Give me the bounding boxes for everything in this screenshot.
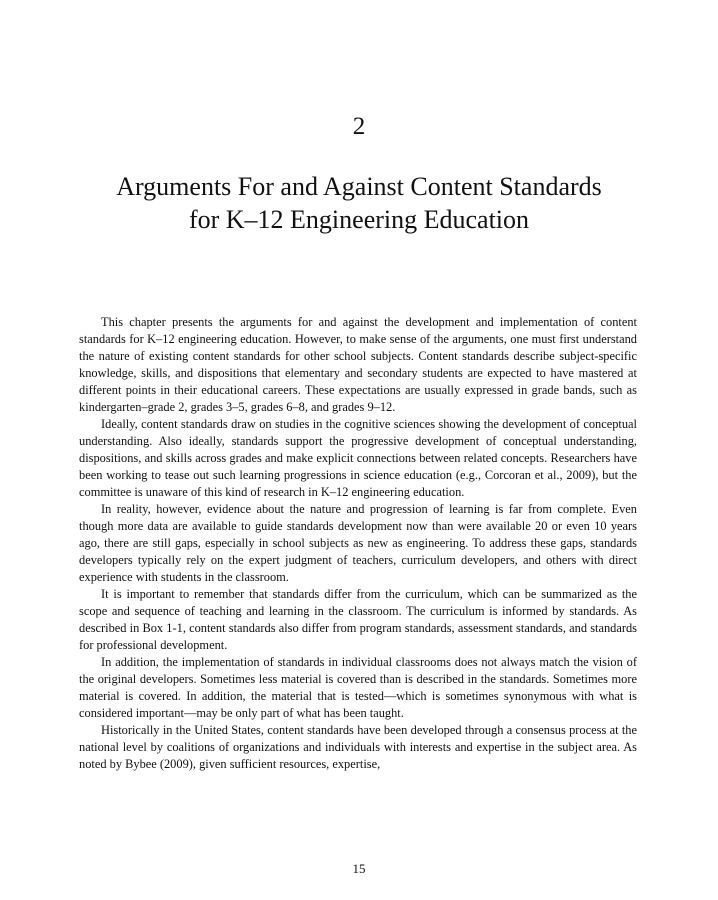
paragraph-1: This chapter presents the arguments for and against the development and implementation of content standards for K–12 engineering education. However, to make sense of the arguments, one must first understand the nature of existing content standards for other school subjects. Content standards describe subject-specific knowledge, skills, and dispositions that elementary and secondary students are expected to have mastered at different points in their educational careers. These expectations are usually expressed in grade bands, such as kindergarten–grade 2, grades 3–5, grades 6–8, and grades 9–12. [79,315,637,414]
paragraph-6: Historically in the United States, content standards have been developed through a consensus process at the national level by coalitions of organizations and individuals with interests and expertise in the subject area. As noted by Bybee (2009), given sufficient resources, expertise, [79,723,637,771]
page-number: 15 [352,861,366,876]
chapter-title-line-2: for K–12 Engineering Education [188,205,530,234]
chapter-title [0,170,718,236]
paragraph-4: It is important to remember that standards differ from the curriculum, which can be summarized as the scope and sequence of teaching and learning in the classroom. The curriculum is informed by standards. As described in Box 1-1, content standards also differ from program standards, assessment standards, and standards for professional development. [79,587,637,652]
paragraph-3: In reality, however, evidence about the nature and progression of learning is far from complete. Even though more data are available to guide standards development now than were available 20 or even 10 years ago, there are still gaps, especially in school subjects as new as engineering. To address these gaps, standards developers typically rely on the expert judgment of teachers, curriculum developers, and others with direct experience with students in the classroom. [79,502,637,584]
chapter-number: 2 [352,113,366,140]
paragraph-2: Ideally, content standards draw on studies in the cognitive sciences showing the development of conceptual understanding. Also ideally, standards support the progressive development of conceptual understanding, dispositions, and skills across grades and make explicit connections between related concepts. Researchers have been working to tease out such learning progressions in science education (e.g., Corcoran et al., 2009), but the committee is unaware of this kind of research in K–12 engineering education. [79,417,637,499]
body-text [79,314,637,773]
chapter-title-line-1: Arguments For and Against Content Standards [116,172,602,201]
paragraph-5: In addition, the implementation of standards in individual classrooms does not always match the vision of the original developers. Sometimes less material is covered than is described in the standards. Sometimes more material is covered. In addition, the material that is tested—which is sometimes synonymous with what is considered important—may be only part of what has been taught. [79,655,637,720]
